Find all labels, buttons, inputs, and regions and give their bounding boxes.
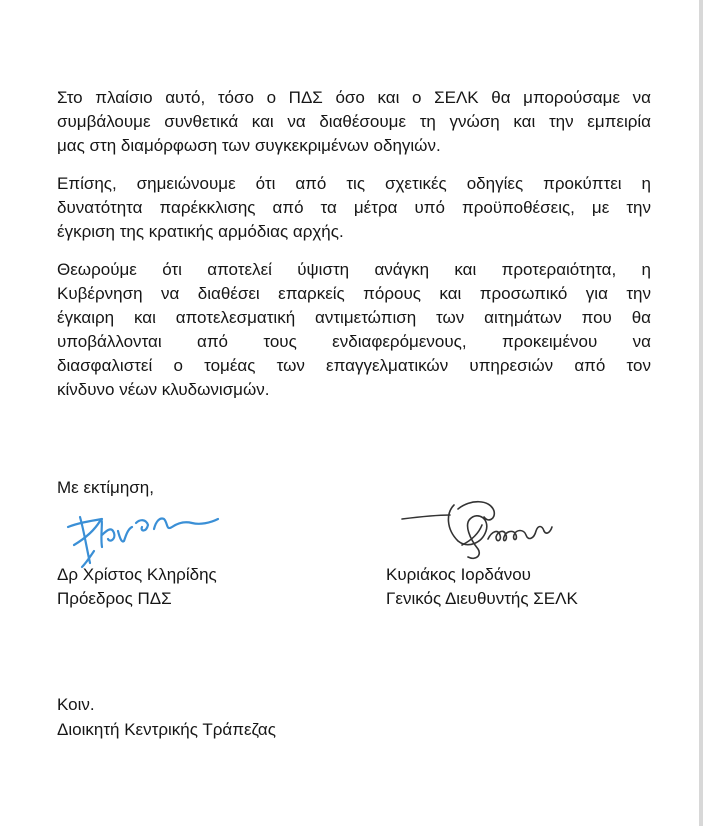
paragraph-line: διασφαλιστεί ο τομέας των επαγγελματικών υπηρεσιών από τον	[57, 356, 651, 375]
paragraph-line: Επίσης, σημειώνουμε ότι από τις σχετικές οδηγίες προκύπτει η	[57, 174, 651, 193]
signatory-right	[386, 563, 578, 611]
paragraph-line: κίνδυνο νέων κλυδωνισμών.	[57, 380, 270, 399]
paragraph-line: έγκαιρη και αποτελεσματική αντιμετώπιση των αιτημάτων που θα	[57, 308, 651, 327]
signatory-name: Κυριάκος Ιορδάνου	[386, 565, 531, 584]
signature-right-image	[398, 495, 558, 567]
signatory-left	[57, 563, 217, 611]
paragraph-line: Θεωρούμε ότι αποτελεί ύψιστη ανάγκη και προτεραιότητα, η	[57, 260, 651, 279]
paragraph-2	[57, 172, 651, 244]
paragraph-line: έγκριση της κρατικής αρμόδιας αρχής.	[57, 222, 344, 241]
signatory-name: Δρ Χρίστος Κληρίδης	[57, 565, 217, 584]
cc-recipient: Διοικητή Κεντρικής Τράπεζας	[57, 720, 276, 739]
signatory-title: Γενικός Διευθυντής ΣΕΛΚ	[386, 589, 578, 608]
page-edge-divider	[699, 0, 703, 826]
closing-salutation: Με εκτίμηση,	[57, 478, 154, 497]
paragraph-line: Κυβέρνηση να διαθέσει επαρκείς πόρους και προσωπικό για την	[57, 284, 651, 303]
paragraph-3	[57, 258, 651, 402]
paragraph-1	[57, 86, 651, 158]
signatory-title: Πρόεδρος ΠΔΣ	[57, 589, 172, 608]
cc-label: Κοιν.	[57, 695, 95, 714]
paragraph-line: Στο πλαίσιο αυτό, τόσο ο ΠΔΣ όσο και ο ΣΕΛΚ θα μπορούσαμε να	[57, 88, 651, 107]
paragraph-line: συμβάλουμε συνθετικά και να διαθέσουμε τη γνώση και την εμπειρία	[57, 112, 651, 131]
paragraph-line: υποβάλλονται από τους ενδιαφερόμενους, προκειμένου να	[57, 332, 651, 351]
cc-block	[57, 692, 276, 742]
paragraph-line: δυνατότητα παρέκκλισης από τα μέτρα υπό προϋποθέσεις, με την	[57, 198, 651, 217]
paragraph-line: μας στη διαμόρφωση των συγκεκριμένων οδηγιών.	[57, 136, 441, 155]
